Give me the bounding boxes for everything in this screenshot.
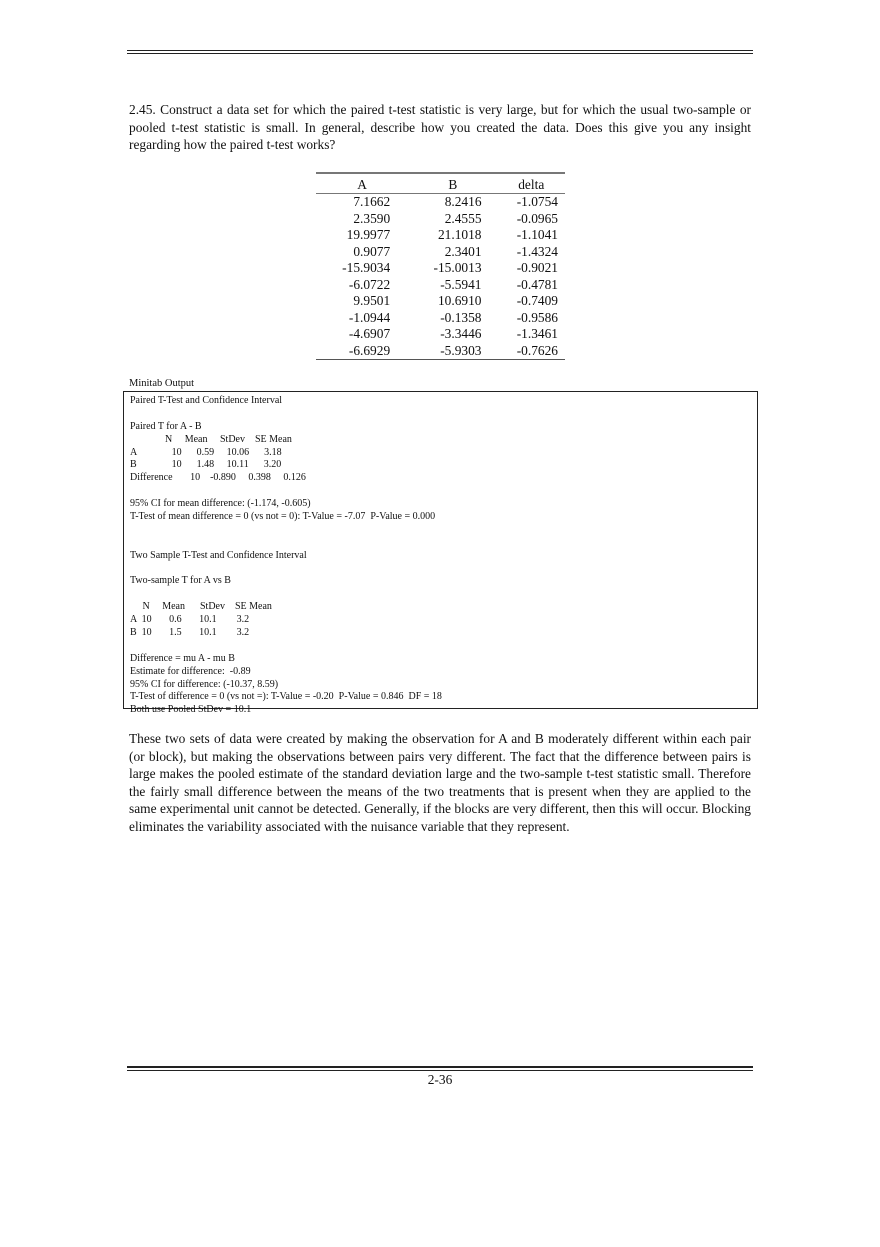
- table-cell: -1.0944: [348, 309, 391, 325]
- table-cell: -15.9034: [342, 260, 391, 276]
- minitab-line: Both use Pooled StDev = 10.1: [130, 704, 252, 716]
- table-cell: 19.9977: [346, 227, 391, 243]
- table-cell: -0.1358: [440, 309, 482, 325]
- minitab-line: 95% CI for mean difference: (-1.174, -0.605): [130, 498, 311, 510]
- table-cell: -0.7409: [516, 293, 558, 309]
- table-row: [316, 194, 565, 211]
- minitab-line: N Mean StDev SE Mean: [130, 601, 272, 613]
- minitab-line: Paired T for A - B: [130, 420, 202, 432]
- table-cell: -1.1041: [516, 227, 558, 243]
- page-number: 2-36: [427, 1072, 453, 1087]
- minitab-line: Two-sample T for A vs B: [130, 575, 231, 587]
- minitab-line: [130, 408, 757, 421]
- minitab-line: N Mean StDev SE Mean: [130, 433, 292, 445]
- footer-rule: [127, 1066, 753, 1071]
- table-cell: 2.3401: [444, 243, 482, 259]
- minitab-line: A 10 0.59 10.06 3.18: [130, 446, 282, 458]
- table-row: [316, 277, 565, 294]
- table-row: [316, 310, 565, 327]
- header-b: B: [408, 173, 497, 194]
- table-row: [316, 260, 565, 277]
- minitab-line: T-Test of difference = 0 (vs not =): T-Value = -0.20 P-Value = 0.846 DF = 18: [130, 691, 442, 703]
- table-row: [316, 293, 565, 310]
- minitab-line: Difference 10 -0.890 0.398 0.126: [130, 472, 306, 484]
- table-cell: -0.9586: [516, 309, 558, 325]
- table-cell: -0.4781: [516, 276, 558, 292]
- question-text: 2.45. Construct a data set for which the paired t-test statistic is very large, but for which the usual two-sample or pooled t-test statistic is small. In general, describe how you created the data. Does this give you any insight regarding how the paired t-test works?: [129, 102, 751, 152]
- answer-text: These two sets of data were created by making the observation for A and B moderately different within each pair (or block), but making the observations between pairs very different. The fact that the difference between pairs is large makes the pooled estimate of the standard deviation large and the two-sample t-test statistic small. Therefore the fairly small difference between the means of the two treatments that is present when they are applied to the same experimental unit cannot be detected. Generally, if the blocks are very different, then this will occur. Blocking eliminates the variability associated with the nuisance variable that they represent.: [129, 731, 751, 834]
- minitab-line: T-Test of mean difference = 0 (vs not = 0): T-Value = -7.07 P-Value = 0.000: [130, 511, 436, 523]
- minitab-line: B 10 1.5 10.1 3.2: [130, 627, 250, 639]
- table-cell: -5.9303: [408, 343, 497, 360]
- minitab-line: 95% CI for difference: (-10.37, 8.59): [130, 678, 279, 690]
- minitab-label: Minitab Output: [129, 378, 195, 389]
- table-cell: -1.3461: [516, 326, 558, 342]
- header-rule: [127, 50, 753, 54]
- table-cell: -0.0965: [516, 210, 558, 226]
- table-cell: -0.9021: [516, 260, 558, 276]
- table-row: [316, 211, 565, 228]
- data-table: [316, 172, 565, 360]
- header-delta: delta: [498, 173, 565, 194]
- minitab-line: Paired T-Test and Confidence Interval: [130, 395, 283, 406]
- table-cell: 2.4555: [444, 210, 482, 226]
- minitab-line: [130, 640, 757, 653]
- minitab-line: Estimate for difference: -0.89: [130, 665, 251, 677]
- minitab-line: [130, 485, 757, 498]
- table-row: [316, 244, 565, 261]
- header-a: A: [316, 173, 408, 194]
- table-header-row: [316, 173, 565, 194]
- minitab-line: Two Sample T-Test and Confidence Interval: [130, 549, 307, 561]
- minitab-line: B 10 1.48 10.11 3.20: [130, 459, 282, 471]
- minitab-line: [130, 563, 757, 576]
- table-row: [316, 343, 565, 360]
- table-cell: -1.4324: [516, 243, 558, 259]
- minitab-line: [130, 537, 757, 550]
- table-cell: 7.1662: [353, 194, 391, 210]
- minitab-line: Difference = mu A - mu B: [130, 652, 235, 664]
- minitab-output-box: [123, 391, 758, 716]
- table-cell: -15.0013: [433, 260, 482, 276]
- table-cell: 9.9501: [353, 293, 391, 309]
- minitab-line: [130, 588, 757, 601]
- table-row: [316, 326, 565, 343]
- table-cell: -6.0722: [348, 276, 391, 292]
- table-cell: 0.9077: [353, 243, 391, 259]
- table-cell: -0.7626: [498, 343, 565, 360]
- table-cell: -4.6907: [348, 326, 391, 342]
- table-cell: -3.3446: [440, 326, 482, 342]
- table-cell: 21.1018: [437, 227, 482, 243]
- table-cell: 2.3590: [353, 210, 391, 226]
- table-row: [316, 227, 565, 244]
- table-cell: -5.5941: [440, 276, 482, 292]
- table-cell: -1.0754: [516, 194, 558, 210]
- minitab-line: [130, 524, 757, 537]
- table-cell: 8.2416: [444, 194, 482, 210]
- table-body: [316, 194, 565, 360]
- minitab-line: A 10 0.6 10.1 3.2: [130, 614, 250, 626]
- table-cell: 10.6910: [437, 293, 482, 309]
- table-cell: -6.6929: [316, 343, 408, 360]
